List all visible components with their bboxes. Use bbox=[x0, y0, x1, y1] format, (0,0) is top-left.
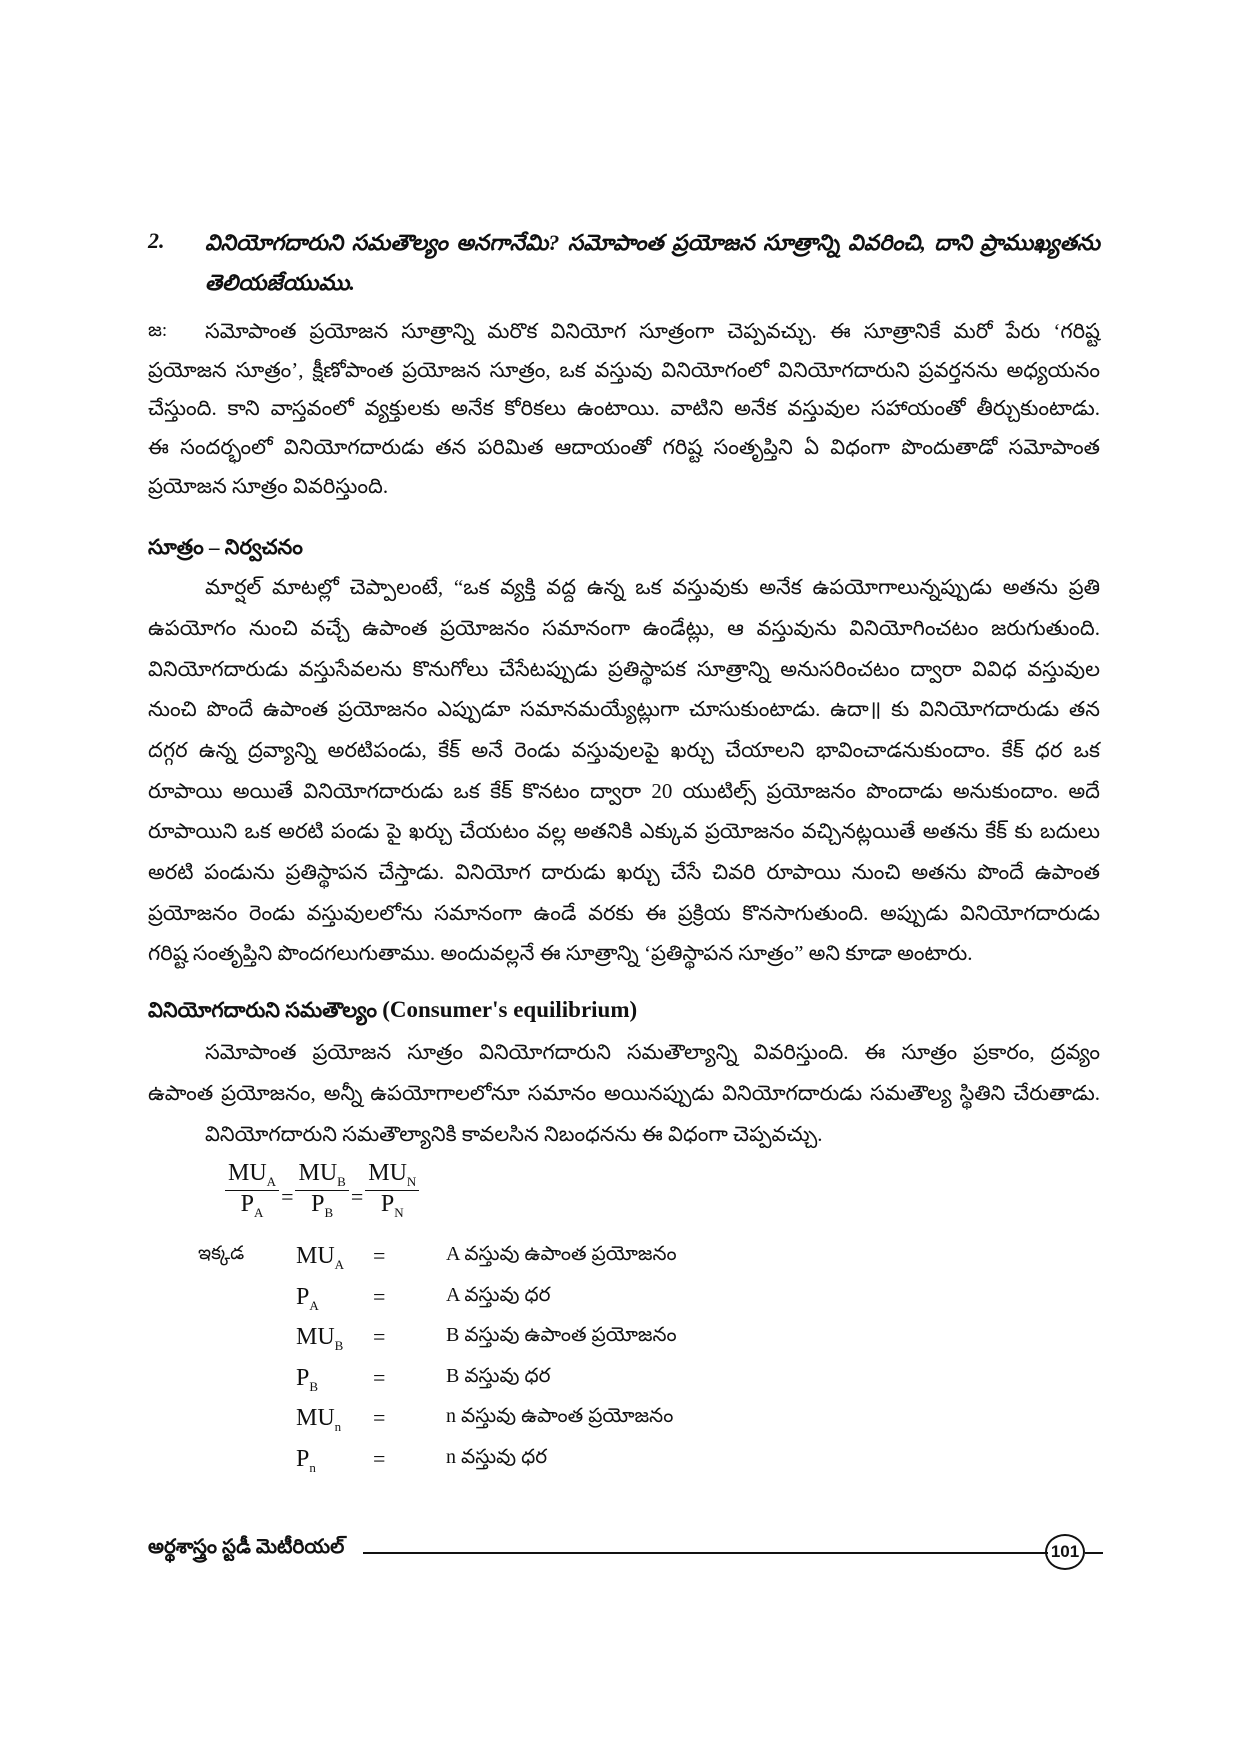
footer-rule bbox=[363, 1552, 1048, 1554]
fraction-a bbox=[225, 1160, 279, 1221]
section-heading bbox=[148, 995, 637, 1025]
subscript: n bbox=[309, 1459, 316, 1475]
question-number: 2. bbox=[148, 228, 165, 253]
numerator: MU bbox=[298, 1160, 338, 1186]
denominator: P bbox=[380, 1190, 395, 1217]
symbol bbox=[296, 1405, 341, 1435]
symbol-text: MU bbox=[296, 1324, 335, 1350]
answer-label: జ: bbox=[148, 320, 168, 341]
answer-line: ప్రయోజన సూత్రం’, క్షీణోపాంత ప్రయోజన సూత్రం, ఒక వస్తువు వినియోగంలో వినియోగదారుని ప్రవర్తనను అధ్యయనం bbox=[148, 358, 1100, 382]
fraction-b bbox=[295, 1160, 348, 1221]
symbol bbox=[296, 1446, 316, 1476]
symbol-text: P bbox=[296, 1283, 310, 1310]
symbol bbox=[296, 1284, 319, 1314]
subscript: B bbox=[309, 1378, 319, 1394]
subscript: N bbox=[394, 1204, 404, 1220]
question-line: వినియోగదారుని సమతౌల్యం అనగానేమి? సమోపాంత ప్రయోజన సూత్రాన్ని వివరించి, దాని ప్రాముఖ్యతను bbox=[205, 230, 1100, 255]
denominator: P bbox=[240, 1190, 255, 1217]
subscript: n bbox=[334, 1418, 342, 1434]
symbol-text: MU bbox=[296, 1405, 335, 1431]
equals-sign: = bbox=[373, 1243, 386, 1268]
meaning: n వస్తువు ఉపాంత ప్రయోజనం bbox=[446, 1405, 674, 1427]
numerator: MU bbox=[228, 1160, 267, 1186]
symbol bbox=[296, 1365, 318, 1395]
paragraph-line: నుంచి పొందే ఉపాంత ప్రయోజనం ఎప్పుడూ సమానమయ్యేట్లుగా చూసుకుంటాడు. ఉదా॥ కు వినియోగదారుడు తన bbox=[148, 697, 1100, 721]
subscript: N bbox=[406, 1173, 417, 1189]
equals-sign: = bbox=[350, 1184, 364, 1210]
section-heading-english: (Consumer's equilibrium) bbox=[382, 997, 638, 1022]
paragraph-line: ప్రయోజనం రెండు వస్తువులలోను సమానంగా ఉండే వరకు ఈ ప్రక్రియ కొనసాగుతుంది. అప్పుడు వినియోగదారుడు bbox=[148, 901, 1100, 925]
paragraph-line: ఉపాంత ప్రయోజనం, అన్నీ ఉపయోగాలలోనూ సమానం అయినప్పుడు వినియోగదారుడు సమతౌల్య స్థితిని చేరుతాడు. bbox=[148, 1081, 1100, 1105]
fraction-n bbox=[365, 1160, 419, 1221]
meaning: B వస్తువు ఉపాంత ప్రయోజనం bbox=[446, 1324, 677, 1346]
subscript: A bbox=[334, 1256, 345, 1272]
paragraph-line: అరటి పండును ప్రతిస్థాపన చేస్తాడు. వినియోగ దారుడు ఖర్చు చేసే చివరి రూపాయి నుంచి అతను పొందే ఉపాంత bbox=[148, 860, 1100, 884]
footer-rule-tail bbox=[1085, 1552, 1103, 1554]
equals-sign: = bbox=[373, 1283, 386, 1309]
paragraph-line: మార్షల్ మాటల్లో చెప్పాలంటే, “ఒక వ్యక్తి వద్ద ఉన్న ఒక వస్తువుకు అనేక ఉపయోగాలున్నప్పుడు అతను ప్రతి bbox=[205, 575, 1100, 599]
subscript: B bbox=[324, 1204, 334, 1220]
symbol-text: P bbox=[296, 1364, 310, 1391]
footer-title: అర్థశాస్త్రం స్టడీ మెటీరియల్ bbox=[148, 1536, 345, 1558]
paragraph-line: ఉపయోగం నుంచి వచ్చే ఉపాంత ప్రయోజనం సమానంగా ఉండేట్లు, ఆ వస్తువును వినియోగించటం జరుగుతుంది. bbox=[148, 616, 1100, 640]
subscript: A bbox=[266, 1173, 277, 1189]
paragraph-line: వినియోగదారుడు వస్తుసేవలను కొనుగోలు చేసేటప్పుడు ప్రతిస్థాపక సూత్రాన్ని అనుసరించటం ద్వారా వివిధ వస్తువుల bbox=[148, 657, 1100, 681]
answer-line: ఈ సందర్భంలో వినియోగదారుడు తన పరిమిత ఆదాయంతో గరిష్ట సంతృప్తిని ఏ విధంగా పొందుతాడో సమోపాంత bbox=[148, 435, 1100, 459]
where-label: ఇక్కడ bbox=[198, 1243, 245, 1264]
section-heading: సూత్రం – నిర్వచనం bbox=[148, 535, 303, 559]
meaning: B వస్తువు ధర bbox=[446, 1364, 551, 1387]
equilibrium-formula bbox=[225, 1160, 419, 1221]
equals-sign: = bbox=[373, 1364, 386, 1390]
question-line: తెలియజేయుము. bbox=[205, 270, 355, 295]
page-number: 101 bbox=[1045, 1534, 1085, 1570]
meaning: A వస్తువు ధర bbox=[446, 1283, 551, 1306]
paragraph-line: రూపాయి అయితే వినియోగదారుడు ఒక కేక్ కొనటం ద్వారా 20 యుటిల్స్ ప్రయోజనం పొందాడు అనుకుందాం. అదే bbox=[148, 779, 1100, 803]
denominator: P bbox=[311, 1190, 325, 1217]
paragraph-line: గరిష్ట సంతృప్తిని పొందగలుగుతాము. అందువల్లనే ఈ సూత్రాన్ని ‘ప్రతిస్థాపన సూత్రం” అని కూడా అంటారు. bbox=[148, 941, 973, 965]
paragraph-line: దగ్గర ఉన్న ద్రవ్యాన్ని అరటిపండు, కేక్ అనే రెండు వస్తువులపై ఖర్చు చేయాలని భావించాడనుకుందాం. కేక్ ధర ఒక bbox=[148, 738, 1100, 762]
symbol bbox=[296, 1243, 344, 1273]
symbol-text: P bbox=[296, 1445, 310, 1472]
answer-line: సమోపాంత ప్రయోజన సూత్రాన్ని మరొక వినియోగ సూత్రంగా చెప్పవచ్చు. ఈ సూత్రానికే మరో పేరు ‘గరిష్ట bbox=[205, 319, 1100, 343]
section-heading-telugu: వినియోగదారుని సమతౌల్యం bbox=[148, 998, 377, 1022]
equals-sign: = bbox=[373, 1324, 386, 1349]
subscript: B bbox=[337, 1173, 346, 1189]
symbol bbox=[296, 1324, 343, 1354]
answer-line: ప్రయోజన సూత్రం వివరిస్తుంది. bbox=[148, 474, 389, 498]
subscript: B bbox=[334, 1337, 344, 1353]
numerator: MU bbox=[368, 1160, 407, 1186]
equals-sign: = bbox=[373, 1445, 386, 1471]
paragraph-line: వినియోగదారుని సమతౌల్యానికి కావలసిన నిబంధనను ఈ విధంగా చెప్పవచ్చు. bbox=[205, 1122, 823, 1146]
paragraph-line: రూపాయిని ఒక అరటి పండు పై ఖర్చు చేయటం వల్ల అతనికి ఎక్కువ ప్రయోజనం వచ్చినట్లయితే అతను కేక్ కు బదులు bbox=[148, 819, 1100, 843]
meaning: n వస్తువు ధర bbox=[446, 1445, 548, 1468]
equals-sign: = bbox=[281, 1184, 294, 1210]
meaning: A వస్తువు ఉపాంత ప్రయోజనం bbox=[446, 1243, 677, 1265]
answer-line: చేస్తుంది. కాని వాస్తవంలో వ్యక్తులకు అనేక కోరికలు ఉంటాయి. వాటిని అనేక వస్తువుల సహాయంతో తీర్చుకుంటాడు. bbox=[148, 396, 1100, 420]
equals-sign: = bbox=[373, 1405, 386, 1430]
subscript: A bbox=[254, 1204, 264, 1220]
subscript: A bbox=[309, 1297, 319, 1313]
page-footer bbox=[148, 1532, 1103, 1572]
paragraph-line: సమోపాంత ప్రయోజన సూత్రం వినియోగదారుని సమతౌల్యాన్ని వివరిస్తుంది. ఈ సూత్రం ప్రకారం, ద్రవ్యం bbox=[205, 1040, 1100, 1064]
symbol-text: MU bbox=[296, 1243, 335, 1269]
